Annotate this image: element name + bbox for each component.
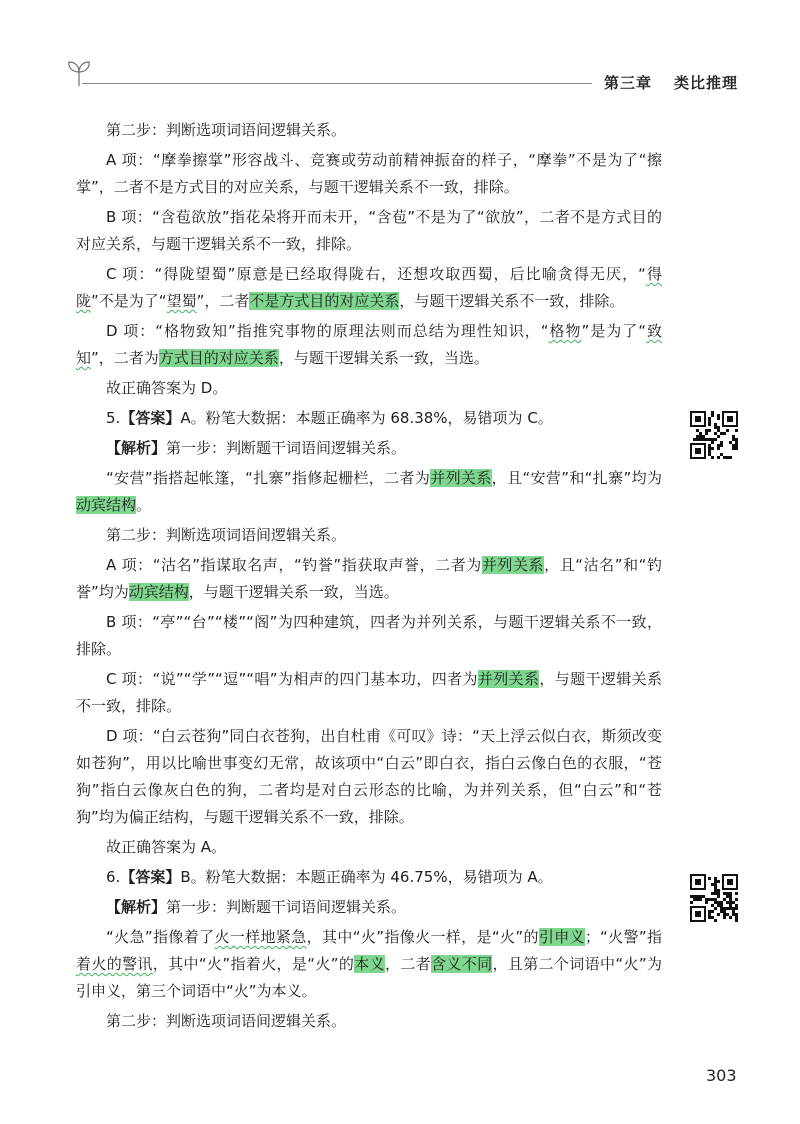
highlighted-term: 动宾结构 bbox=[76, 496, 137, 514]
underlined-term: 致知 bbox=[76, 322, 662, 367]
chapter-number: 第三章 bbox=[604, 74, 653, 92]
analysis-line bbox=[76, 435, 662, 462]
underlined-term: 火一样地紧急 bbox=[214, 928, 307, 946]
paragraph: 故正确答案为 A。 bbox=[106, 838, 227, 856]
text-run: C 项：“说”“学”“逗”“唱”为相声的四门基本功，四者为 bbox=[106, 670, 478, 688]
paragraph: B 项：“含苞欲放”指花朵将开而未开，“含苞”不是为了“欲放”，二者不是方式目的对应关系，与题干逻辑关系不一致，排除。 bbox=[76, 208, 662, 253]
analysis-label: 【解析】 bbox=[106, 898, 167, 916]
paragraph: 第二步：判断选项词语间逻辑关系。 bbox=[106, 1012, 347, 1030]
chapter-title: 类比推理 bbox=[674, 74, 739, 92]
qr-code-icon[interactable] bbox=[690, 411, 738, 459]
analysis-label: 【解析】 bbox=[106, 439, 167, 457]
analysis-line bbox=[76, 894, 662, 921]
paragraph: A 项：“摩拳擦掌”形容战斗、竞赛或劳动前精神振奋的样子，“摩拳”不是为了“擦掌”，二者不是方式目的对应关系，与题干逻辑关系不一致，排除。 bbox=[76, 151, 662, 196]
text-run: A 项：“沽名”指谋取名声，“钓誉”指获取声誉，二者为 bbox=[106, 556, 482, 574]
text-run: C 项：“得陇望蜀”原意是已经取得陇右，还想攻取西蜀，后比喻贪得无厌，“ bbox=[106, 265, 646, 283]
highlighted-term: 含义不同 bbox=[431, 955, 493, 973]
text-run: 。 bbox=[136, 496, 152, 514]
question-number: 5. bbox=[106, 409, 121, 427]
text-run: ，其中“火”指着火，是“火”的 bbox=[152, 955, 355, 973]
paragraph: 第二步：判断选项词语间逻辑关系。 bbox=[106, 526, 347, 544]
paragraph: B 项：“亭”“台”“楼”“阁”为四种建筑，四者为并列关系，与题干逻辑关系不一致，排除。 bbox=[76, 613, 662, 658]
text-run: ”不是为了“ bbox=[91, 292, 167, 310]
paragraph: D 项：“白云苍狗”同白衣苍狗，出自杜甫《可叹》诗：“天上浮云似白衣，斯须改变如苍狗”，用以比喻世事变幻无常，故该项中“白云”即白衣，指白云像白色的衣服，“苍狗”指白云像灰白色的狗，二者均是对白云形态的比喻，为并列关系，但“白云”和“苍狗”均为偏正结构，与题干逻辑关系不一致，排除。 bbox=[76, 727, 662, 826]
text-run: ，且第二个词语中“火”为引申义，第三个词语中“火”为本义。 bbox=[76, 955, 662, 1000]
text-run: ，与题干逻辑关系一致，当选。 bbox=[188, 583, 399, 601]
paragraph bbox=[76, 666, 662, 720]
running-header bbox=[604, 72, 738, 93]
paragraph bbox=[76, 552, 662, 606]
highlighted-term: 方式目的对应关系 bbox=[158, 349, 279, 367]
text-run: ，二者 bbox=[384, 955, 432, 973]
text-run: ，与题干逻辑关系不一致，排除。 bbox=[76, 670, 662, 715]
answer-label: 【答案】 bbox=[120, 868, 181, 886]
paragraph bbox=[76, 924, 662, 1005]
paragraph bbox=[76, 261, 662, 315]
text-run: D 项：“格物致知”指推究事物的原理法则而总结为理性知识，“ bbox=[106, 322, 549, 340]
text-run: ，且“安营”和“扎寨”均为 bbox=[491, 469, 662, 487]
highlighted-term: 并列关系 bbox=[477, 670, 540, 688]
text-run: ；“火警”指 bbox=[585, 928, 662, 946]
text-run: “火急”指像着了 bbox=[106, 928, 215, 946]
underlined-term: 格物 bbox=[548, 322, 582, 340]
underlined-term: 望蜀 bbox=[166, 292, 197, 310]
text-run: ，且“沽名”和“钓誉”均为 bbox=[76, 556, 662, 601]
answer-label: 【答案】 bbox=[120, 409, 181, 427]
text-run: ，其中“火”指像火一样，是“火”的 bbox=[306, 928, 539, 946]
highlighted-term: 本义 bbox=[354, 955, 385, 973]
qr-code-icon[interactable] bbox=[690, 874, 738, 922]
text-run: “安营”指搭起帐篷，“扎寨”指修起栅栏，二者为 bbox=[106, 469, 431, 487]
question-number: 6. bbox=[106, 868, 121, 886]
analysis-text: 第一步：判断题干词语间逻辑关系。 bbox=[166, 439, 407, 457]
answer-line bbox=[76, 864, 662, 891]
text-run: ”，二者 bbox=[196, 292, 250, 310]
answer-text: B。粉笔大数据：本题正确率为 46.75%，易错项为 A。 bbox=[180, 868, 553, 886]
highlighted-term: 不是方式目的对应关系 bbox=[249, 292, 400, 310]
paragraph: 第二步：判断选项词语间逻辑关系。 bbox=[106, 121, 347, 139]
underlined-term: 着火的警讯 bbox=[76, 955, 153, 973]
text-run: ，与题干逻辑关系不一致，排除。 bbox=[399, 292, 625, 310]
text-run: ”，二者为 bbox=[91, 349, 159, 367]
highlighted-term: 动宾结构 bbox=[128, 583, 189, 601]
page-number: 303 bbox=[706, 1066, 737, 1085]
paragraph: 故正确答案为 D。 bbox=[106, 379, 228, 397]
paragraph bbox=[76, 465, 662, 519]
header-rule bbox=[82, 83, 592, 84]
analysis-text: 第一步：判断题干词语间逻辑关系。 bbox=[166, 898, 407, 916]
highlighted-term: 引申义 bbox=[538, 928, 585, 946]
text-run: ”是为了“ bbox=[581, 322, 646, 340]
paragraph bbox=[76, 318, 662, 372]
answer-text: A。粉笔大数据：本题正确率为 68.38%，易错项为 C。 bbox=[180, 409, 553, 427]
highlighted-term: 并列关系 bbox=[481, 556, 545, 574]
highlighted-term: 并列关系 bbox=[430, 469, 492, 487]
underlined-term: 得陇 bbox=[76, 265, 662, 310]
answer-line bbox=[76, 405, 662, 432]
page-body bbox=[76, 117, 662, 1035]
text-run: ，与题干逻辑关系一致，当选。 bbox=[278, 349, 489, 367]
